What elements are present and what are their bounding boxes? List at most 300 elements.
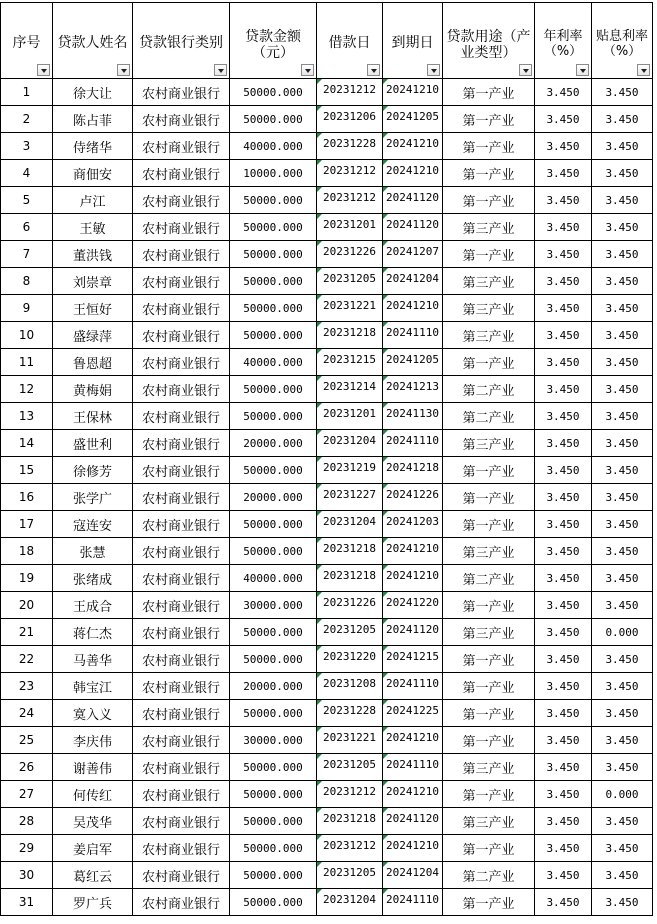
- cell-subsidy[interactable]: [592, 214, 653, 241]
- cell-subsidy[interactable]: [592, 619, 653, 646]
- cell-end[interactable]: [383, 835, 443, 862]
- cell-start[interactable]: [317, 79, 383, 106]
- cell-use[interactable]: [443, 484, 535, 511]
- cell-subsidy[interactable]: [592, 862, 653, 889]
- cell-amount[interactable]: [230, 457, 317, 484]
- cell-use[interactable]: [443, 376, 535, 403]
- cell-seq[interactable]: [1, 781, 53, 808]
- cell-amount[interactable]: [230, 376, 317, 403]
- cell-seq[interactable]: [1, 862, 53, 889]
- cell-seq[interactable]: [1, 187, 53, 214]
- filter-dropdown-icon[interactable]: [117, 64, 130, 76]
- cell-name[interactable]: [53, 889, 133, 916]
- cell-end[interactable]: [383, 430, 443, 457]
- cell-amount[interactable]: [230, 862, 317, 889]
- cell-use[interactable]: [443, 187, 535, 214]
- cell-rate[interactable]: [535, 484, 592, 511]
- cell-subsidy[interactable]: [592, 160, 653, 187]
- cell-subsidy[interactable]: [592, 538, 653, 565]
- cell-bank[interactable]: [133, 484, 230, 511]
- cell-bank[interactable]: [133, 268, 230, 295]
- cell-end[interactable]: [383, 322, 443, 349]
- cell-use[interactable]: [443, 349, 535, 376]
- cell-seq[interactable]: [1, 889, 53, 916]
- cell-rate[interactable]: [535, 295, 592, 322]
- cell-amount[interactable]: [230, 808, 317, 835]
- cell-name[interactable]: [53, 295, 133, 322]
- cell-use-value: 第一产业: [462, 248, 515, 264]
- cell-subsidy[interactable]: [592, 241, 653, 268]
- cell-amount[interactable]: [230, 349, 317, 376]
- cell-amount[interactable]: [230, 673, 317, 700]
- cell-subsidy[interactable]: [592, 106, 653, 133]
- cell-seq[interactable]: [1, 214, 53, 241]
- cell-end[interactable]: [383, 268, 443, 295]
- cell-use[interactable]: [443, 700, 535, 727]
- cell-start[interactable]: [317, 322, 383, 349]
- cell-end[interactable]: [383, 889, 443, 916]
- cell-subsidy[interactable]: [592, 295, 653, 322]
- cell-bank[interactable]: [133, 133, 230, 160]
- cell-name[interactable]: [53, 376, 133, 403]
- cell-rate[interactable]: [535, 889, 592, 916]
- cell-start[interactable]: [317, 592, 383, 619]
- cell-use[interactable]: [443, 862, 535, 889]
- cell-name[interactable]: [53, 592, 133, 619]
- cell-name[interactable]: [53, 484, 133, 511]
- cell-name[interactable]: [53, 673, 133, 700]
- cell-use[interactable]: [443, 457, 535, 484]
- cell-name[interactable]: [53, 160, 133, 187]
- cell-start[interactable]: [317, 106, 383, 133]
- cell-amount[interactable]: [230, 835, 317, 862]
- cell-use[interactable]: [443, 106, 535, 133]
- cell-end[interactable]: [383, 106, 443, 133]
- cell-start[interactable]: [317, 619, 383, 646]
- cell-start[interactable]: [317, 781, 383, 808]
- filter-dropdown-icon[interactable]: [367, 64, 380, 76]
- cell-start[interactable]: [317, 268, 383, 295]
- cell-use[interactable]: [443, 160, 535, 187]
- filter-dropdown-icon[interactable]: [37, 64, 50, 76]
- cell-bank[interactable]: [133, 835, 230, 862]
- text-number-indicator-icon: [383, 133, 388, 138]
- cell-start[interactable]: [317, 646, 383, 673]
- cell-start-value: 20231208: [323, 677, 376, 690]
- text-number-indicator-icon: [383, 79, 388, 84]
- cell-name[interactable]: [53, 79, 133, 106]
- cell-name[interactable]: [53, 106, 133, 133]
- cell-name[interactable]: [53, 322, 133, 349]
- cell-bank[interactable]: [133, 646, 230, 673]
- cell-use[interactable]: [443, 322, 535, 349]
- cell-bank[interactable]: [133, 457, 230, 484]
- cell-rate[interactable]: [535, 592, 592, 619]
- cell-start[interactable]: [317, 349, 383, 376]
- cell-end[interactable]: [383, 754, 443, 781]
- cell-amount[interactable]: [230, 79, 317, 106]
- cell-seq[interactable]: [1, 727, 53, 754]
- cell-rate[interactable]: [535, 754, 592, 781]
- cell-rate[interactable]: [535, 133, 592, 160]
- cell-name[interactable]: [53, 349, 133, 376]
- cell-end[interactable]: [383, 646, 443, 673]
- cell-bank[interactable]: [133, 619, 230, 646]
- cell-subsidy[interactable]: [592, 835, 653, 862]
- cell-start[interactable]: [317, 862, 383, 889]
- cell-end[interactable]: [383, 241, 443, 268]
- cell-amount[interactable]: [230, 781, 317, 808]
- cell-seq[interactable]: [1, 295, 53, 322]
- cell-subsidy[interactable]: [592, 79, 653, 106]
- cell-amount[interactable]: [230, 646, 317, 673]
- cell-seq[interactable]: [1, 646, 53, 673]
- cell-subsidy[interactable]: [592, 403, 653, 430]
- cell-bank[interactable]: [133, 376, 230, 403]
- cell-seq[interactable]: [1, 835, 53, 862]
- cell-amount[interactable]: [230, 565, 317, 592]
- cell-end[interactable]: [383, 214, 443, 241]
- cell-use[interactable]: [443, 241, 535, 268]
- filter-dropdown-icon[interactable]: [576, 64, 589, 76]
- cell-bank[interactable]: [133, 889, 230, 916]
- cell-rate[interactable]: [535, 376, 592, 403]
- cell-name[interactable]: [53, 808, 133, 835]
- cell-seq[interactable]: [1, 673, 53, 700]
- cell-name[interactable]: [53, 727, 133, 754]
- cell-subsidy[interactable]: [592, 376, 653, 403]
- cell-seq[interactable]: [1, 268, 53, 295]
- cell-use[interactable]: [443, 430, 535, 457]
- cell-bank[interactable]: [133, 538, 230, 565]
- cell-use[interactable]: [443, 592, 535, 619]
- cell-name[interactable]: [53, 835, 133, 862]
- table-row: [1, 646, 653, 673]
- cell-seq[interactable]: [1, 619, 53, 646]
- cell-start[interactable]: [317, 808, 383, 835]
- cell-start[interactable]: [317, 538, 383, 565]
- cell-start[interactable]: [317, 187, 383, 214]
- cell-start[interactable]: [317, 484, 383, 511]
- cell-amount[interactable]: [230, 160, 317, 187]
- cell-name[interactable]: [53, 754, 133, 781]
- cell-end[interactable]: [383, 781, 443, 808]
- cell-end[interactable]: [383, 160, 443, 187]
- cell-use[interactable]: [443, 268, 535, 295]
- cell-amount[interactable]: [230, 403, 317, 430]
- cell-bank[interactable]: [133, 808, 230, 835]
- cell-subsidy[interactable]: [592, 808, 653, 835]
- cell-seq[interactable]: [1, 79, 53, 106]
- cell-name[interactable]: [53, 781, 133, 808]
- cell-end[interactable]: [383, 187, 443, 214]
- cell-seq[interactable]: [1, 403, 53, 430]
- cell-amount[interactable]: [230, 214, 317, 241]
- cell-amount[interactable]: [230, 295, 317, 322]
- filter-dropdown-icon[interactable]: [519, 64, 532, 76]
- cell-start[interactable]: [317, 565, 383, 592]
- cell-seq[interactable]: [1, 322, 53, 349]
- cell-end[interactable]: [383, 484, 443, 511]
- cell-rate[interactable]: [535, 268, 592, 295]
- cell-subsidy[interactable]: [592, 187, 653, 214]
- cell-seq[interactable]: [1, 106, 53, 133]
- cell-seq[interactable]: [1, 133, 53, 160]
- cell-rate[interactable]: [535, 79, 592, 106]
- cell-start[interactable]: [317, 727, 383, 754]
- cell-seq[interactable]: [1, 808, 53, 835]
- cell-start[interactable]: [317, 673, 383, 700]
- cell-subsidy[interactable]: [592, 889, 653, 916]
- cell-bank[interactable]: [133, 322, 230, 349]
- cell-end[interactable]: [383, 700, 443, 727]
- cell-amount[interactable]: [230, 538, 317, 565]
- cell-bank[interactable]: [133, 862, 230, 889]
- cell-start[interactable]: [317, 133, 383, 160]
- text-number-indicator-icon: [383, 673, 388, 678]
- cell-start[interactable]: [317, 835, 383, 862]
- cell-amount[interactable]: [230, 133, 317, 160]
- cell-use[interactable]: [443, 214, 535, 241]
- cell-rate[interactable]: [535, 511, 592, 538]
- cell-start[interactable]: [317, 889, 383, 916]
- cell-amount[interactable]: [230, 511, 317, 538]
- cell-seq[interactable]: [1, 376, 53, 403]
- filter-dropdown-icon[interactable]: [427, 64, 440, 76]
- cell-name[interactable]: [53, 214, 133, 241]
- cell-end[interactable]: [383, 565, 443, 592]
- cell-rate[interactable]: [535, 835, 592, 862]
- cell-bank[interactable]: [133, 700, 230, 727]
- cell-subsidy[interactable]: [592, 565, 653, 592]
- cell-subsidy[interactable]: [592, 754, 653, 781]
- cell-amount[interactable]: [230, 268, 317, 295]
- cell-bank[interactable]: [133, 160, 230, 187]
- cell-subsidy[interactable]: [592, 727, 653, 754]
- text-number-indicator-icon: [383, 592, 388, 597]
- cell-start[interactable]: [317, 403, 383, 430]
- cell-seq[interactable]: [1, 538, 53, 565]
- cell-rate[interactable]: [535, 565, 592, 592]
- cell-end[interactable]: [383, 808, 443, 835]
- cell-use[interactable]: [443, 835, 535, 862]
- cell-start[interactable]: [317, 511, 383, 538]
- cell-rate[interactable]: [535, 781, 592, 808]
- cell-end[interactable]: [383, 673, 443, 700]
- cell-rate[interactable]: [535, 862, 592, 889]
- cell-amount[interactable]: [230, 889, 317, 916]
- cell-start[interactable]: [317, 241, 383, 268]
- cell-bank[interactable]: [133, 403, 230, 430]
- cell-subsidy[interactable]: [592, 349, 653, 376]
- cell-use[interactable]: [443, 538, 535, 565]
- cell-amount[interactable]: [230, 754, 317, 781]
- cell-name[interactable]: [53, 268, 133, 295]
- cell-use[interactable]: [443, 295, 535, 322]
- cell-end[interactable]: [383, 727, 443, 754]
- cell-subsidy[interactable]: [592, 592, 653, 619]
- cell-rate[interactable]: [535, 457, 592, 484]
- cell-seq[interactable]: [1, 430, 53, 457]
- cell-bank[interactable]: [133, 781, 230, 808]
- cell-bank[interactable]: [133, 727, 230, 754]
- cell-end[interactable]: [383, 376, 443, 403]
- cell-end[interactable]: [383, 403, 443, 430]
- cell-subsidy[interactable]: [592, 484, 653, 511]
- cell-rate[interactable]: [535, 538, 592, 565]
- cell-name[interactable]: [53, 619, 133, 646]
- cell-bank[interactable]: [133, 673, 230, 700]
- cell-rate[interactable]: [535, 808, 592, 835]
- cell-seq[interactable]: [1, 754, 53, 781]
- cell-use[interactable]: [443, 808, 535, 835]
- cell-rate[interactable]: [535, 673, 592, 700]
- cell-bank[interactable]: [133, 214, 230, 241]
- cell-subsidy[interactable]: [592, 781, 653, 808]
- cell-amount[interactable]: [230, 241, 317, 268]
- cell-name[interactable]: [53, 241, 133, 268]
- cell-amount[interactable]: [230, 187, 317, 214]
- cell-end[interactable]: [383, 457, 443, 484]
- cell-name[interactable]: [53, 457, 133, 484]
- cell-name[interactable]: [53, 403, 133, 430]
- cell-bank[interactable]: [133, 241, 230, 268]
- filter-dropdown-icon[interactable]: [637, 64, 650, 76]
- cell-bank[interactable]: [133, 592, 230, 619]
- cell-amount[interactable]: [230, 727, 317, 754]
- cell-amount[interactable]: [230, 592, 317, 619]
- cell-name[interactable]: [53, 700, 133, 727]
- cell-use[interactable]: [443, 619, 535, 646]
- cell-seq[interactable]: [1, 484, 53, 511]
- cell-name[interactable]: [53, 430, 133, 457]
- cell-rate[interactable]: [535, 700, 592, 727]
- cell-seq[interactable]: [1, 160, 53, 187]
- cell-name[interactable]: [53, 862, 133, 889]
- cell-end[interactable]: [383, 862, 443, 889]
- cell-end[interactable]: [383, 538, 443, 565]
- cell-bank[interactable]: [133, 79, 230, 106]
- cell-rate[interactable]: [535, 430, 592, 457]
- cell-use[interactable]: [443, 133, 535, 160]
- cell-rate[interactable]: [535, 403, 592, 430]
- table-row: [1, 484, 653, 511]
- cell-start[interactable]: [317, 457, 383, 484]
- cell-rate[interactable]: [535, 322, 592, 349]
- cell-start[interactable]: [317, 376, 383, 403]
- cell-seq[interactable]: [1, 700, 53, 727]
- cell-amount[interactable]: [230, 700, 317, 727]
- cell-start[interactable]: [317, 295, 383, 322]
- cell-end[interactable]: [383, 511, 443, 538]
- cell-end[interactable]: [383, 295, 443, 322]
- cell-end[interactable]: [383, 619, 443, 646]
- cell-bank[interactable]: [133, 565, 230, 592]
- cell-seq[interactable]: [1, 511, 53, 538]
- cell-seq[interactable]: [1, 241, 53, 268]
- cell-use[interactable]: [443, 754, 535, 781]
- cell-amount[interactable]: [230, 322, 317, 349]
- cell-amount[interactable]: [230, 619, 317, 646]
- text-number-indicator-icon: [317, 430, 322, 435]
- cell-rate[interactable]: [535, 160, 592, 187]
- cell-subsidy[interactable]: [592, 457, 653, 484]
- cell-use[interactable]: [443, 781, 535, 808]
- cell-subsidy[interactable]: [592, 133, 653, 160]
- cell-subsidy[interactable]: [592, 268, 653, 295]
- cell-start[interactable]: [317, 754, 383, 781]
- cell-end[interactable]: [383, 79, 443, 106]
- cell-use[interactable]: [443, 727, 535, 754]
- cell-rate[interactable]: [535, 241, 592, 268]
- cell-subsidy[interactable]: [592, 700, 653, 727]
- cell-subsidy[interactable]: [592, 430, 653, 457]
- cell-use[interactable]: [443, 673, 535, 700]
- cell-name[interactable]: [53, 565, 133, 592]
- cell-subsidy[interactable]: [592, 673, 653, 700]
- cell-bank[interactable]: [133, 511, 230, 538]
- cell-name[interactable]: [53, 187, 133, 214]
- cell-use[interactable]: [443, 79, 535, 106]
- cell-start[interactable]: [317, 700, 383, 727]
- cell-bank[interactable]: [133, 295, 230, 322]
- filter-dropdown-icon[interactable]: [301, 64, 314, 76]
- cell-subsidy[interactable]: [592, 322, 653, 349]
- cell-rate[interactable]: [535, 106, 592, 133]
- cell-bank[interactable]: [133, 430, 230, 457]
- cell-subsidy[interactable]: [592, 646, 653, 673]
- cell-use[interactable]: [443, 646, 535, 673]
- cell-use[interactable]: [443, 403, 535, 430]
- cell-seq-value: 9: [22, 301, 31, 315]
- cell-seq[interactable]: [1, 592, 53, 619]
- cell-name[interactable]: [53, 646, 133, 673]
- cell-seq[interactable]: [1, 349, 53, 376]
- cell-start[interactable]: [317, 214, 383, 241]
- cell-use[interactable]: [443, 565, 535, 592]
- cell-bank-value: 农村商业银行: [141, 869, 220, 885]
- cell-bank[interactable]: [133, 106, 230, 133]
- cell-use[interactable]: [443, 889, 535, 916]
- cell-rate[interactable]: [535, 646, 592, 673]
- cell-start-value: 20231226: [323, 245, 376, 258]
- cell-bank[interactable]: [133, 754, 230, 781]
- cell-bank[interactable]: [133, 187, 230, 214]
- cell-amount[interactable]: [230, 106, 317, 133]
- cell-name[interactable]: [53, 511, 133, 538]
- cell-rate[interactable]: [535, 349, 592, 376]
- cell-name[interactable]: [53, 133, 133, 160]
- cell-seq[interactable]: [1, 457, 53, 484]
- cell-end[interactable]: [383, 349, 443, 376]
- cell-amount[interactable]: [230, 430, 317, 457]
- cell-rate[interactable]: [535, 214, 592, 241]
- cell-rate[interactable]: [535, 187, 592, 214]
- cell-use[interactable]: [443, 511, 535, 538]
- cell-rate[interactable]: [535, 727, 592, 754]
- cell-end[interactable]: [383, 133, 443, 160]
- cell-subsidy[interactable]: [592, 511, 653, 538]
- cell-start[interactable]: [317, 160, 383, 187]
- cell-end[interactable]: [383, 592, 443, 619]
- cell-rate[interactable]: [535, 619, 592, 646]
- filter-dropdown-icon[interactable]: [214, 64, 227, 76]
- cell-bank[interactable]: [133, 349, 230, 376]
- cell-amount[interactable]: [230, 484, 317, 511]
- cell-name[interactable]: [53, 538, 133, 565]
- cell-seq[interactable]: [1, 565, 53, 592]
- cell-start[interactable]: [317, 430, 383, 457]
